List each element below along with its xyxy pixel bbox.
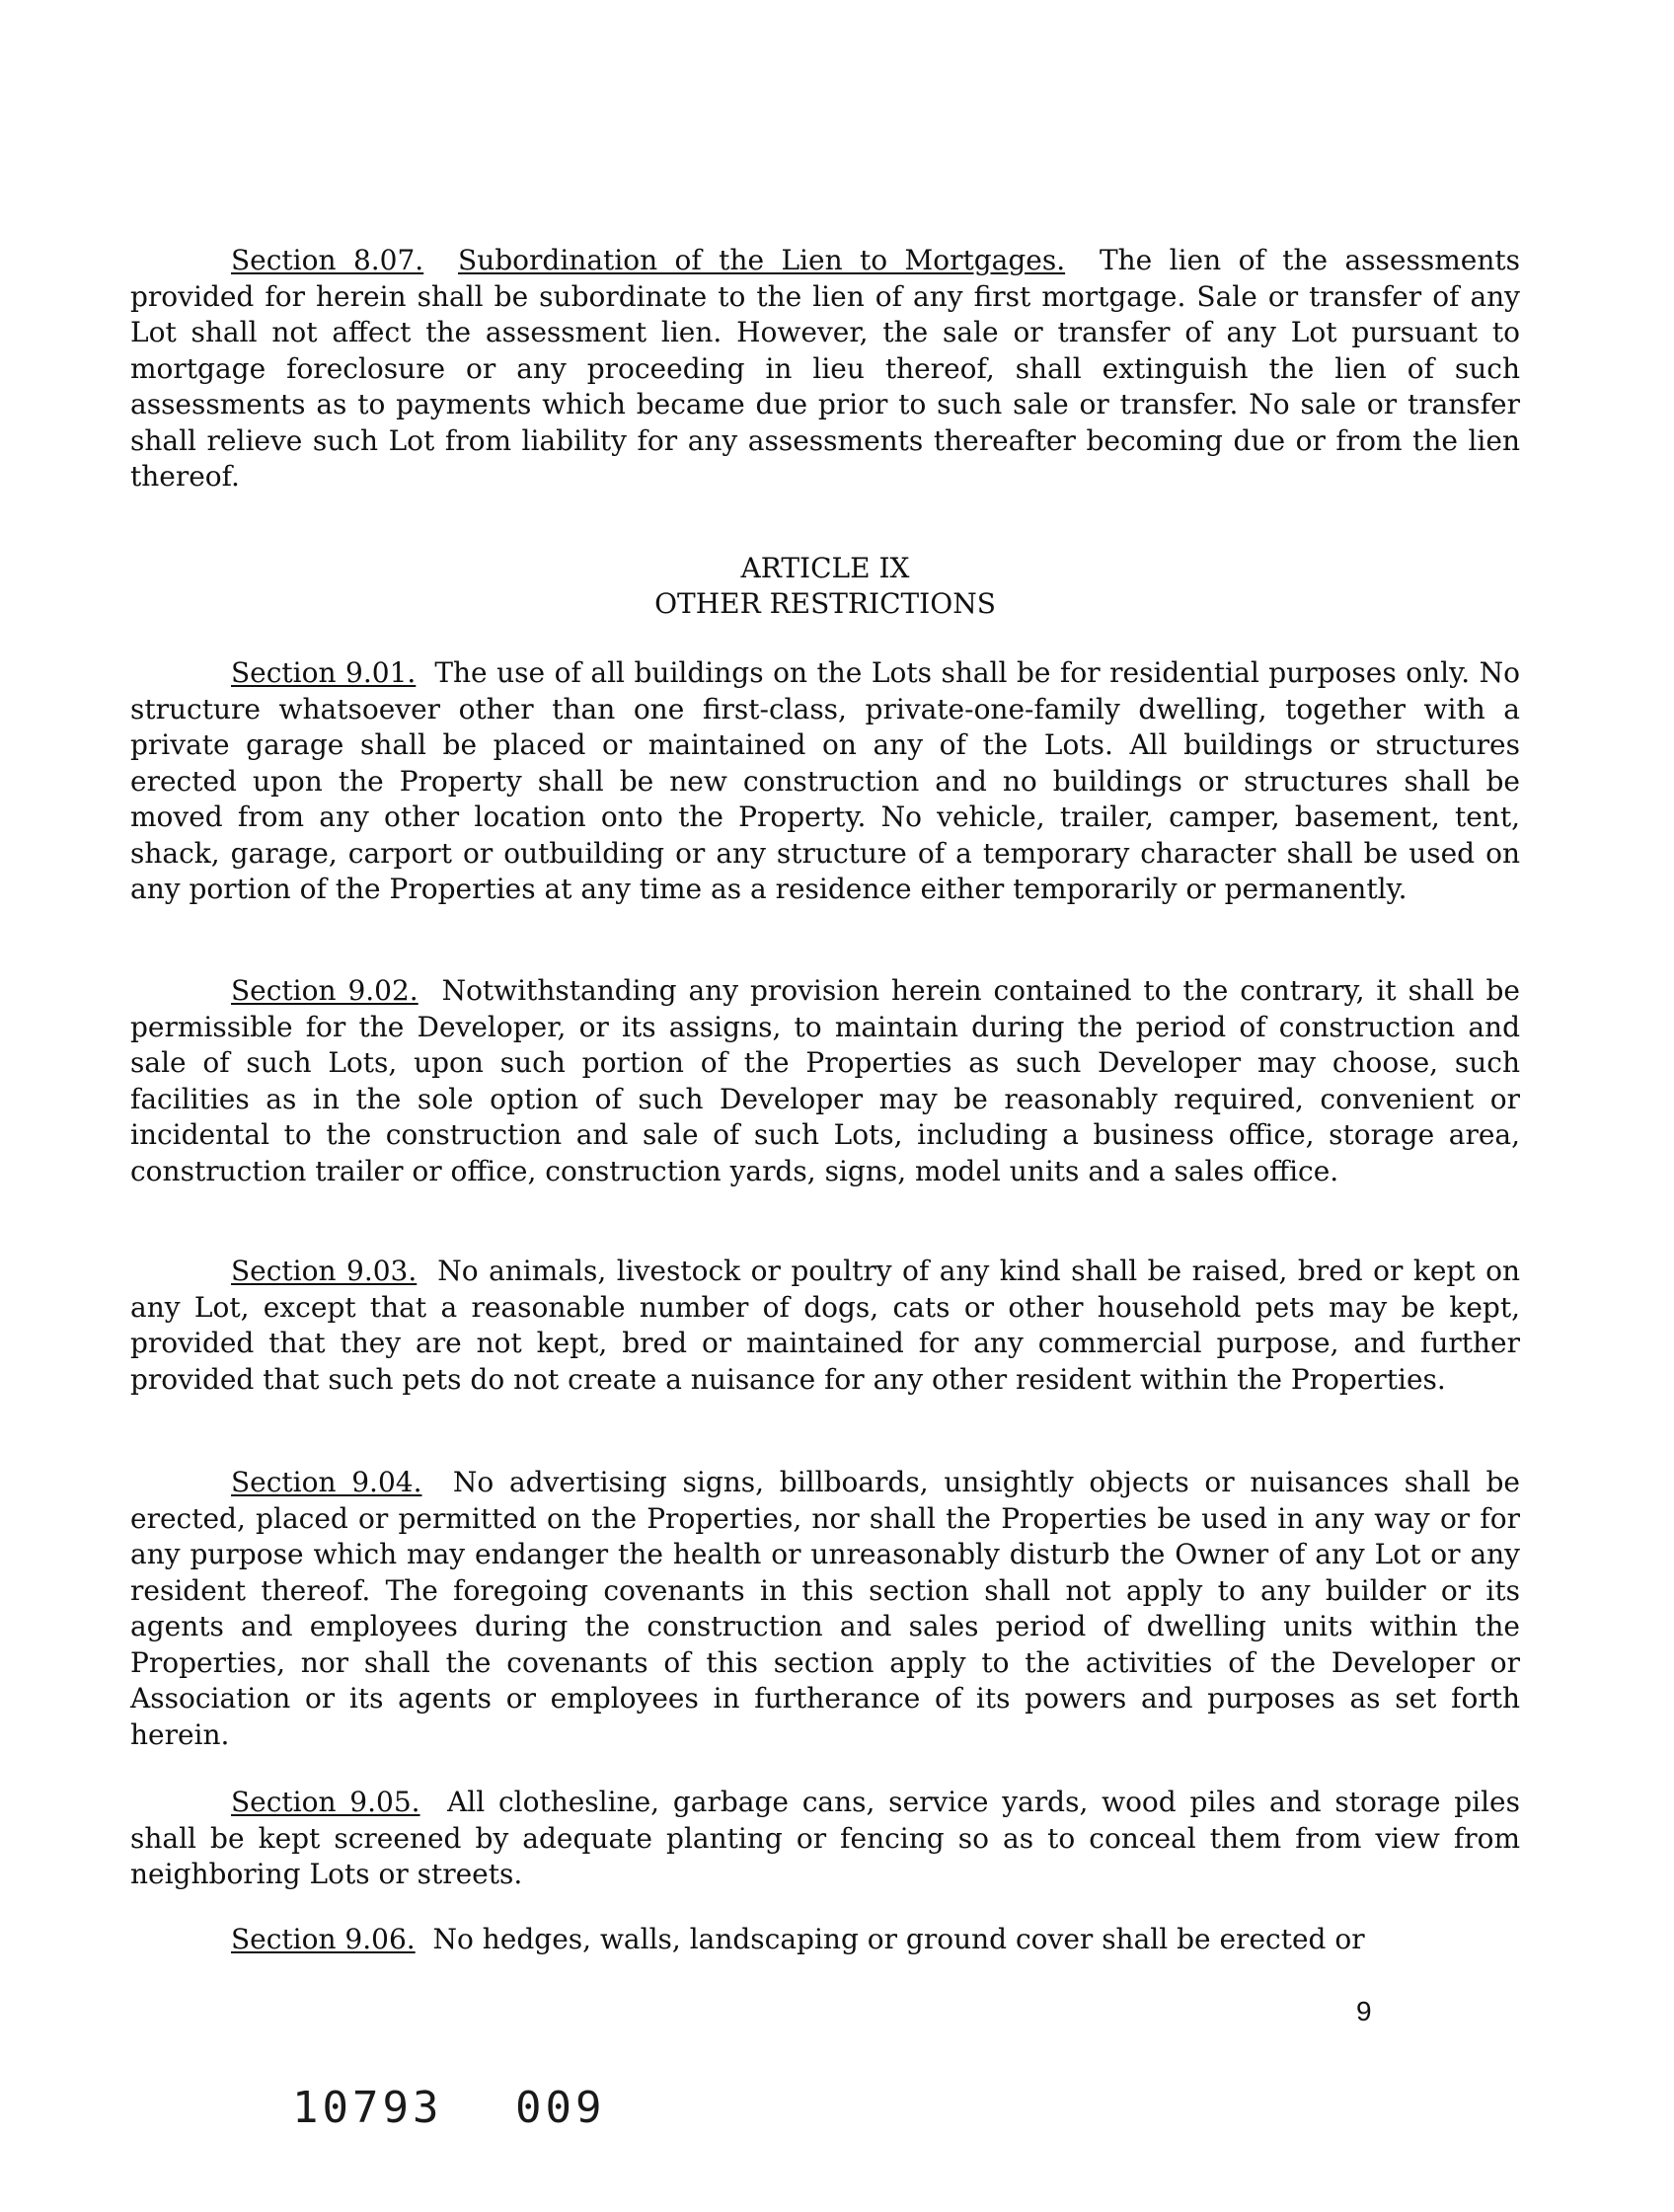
section-number: Section 9.06.: [231, 1923, 416, 1955]
section-number: Section 9.04.: [231, 1466, 422, 1498]
recording-page-stamp: 009: [515, 2083, 606, 2133]
section-text: Notwithstanding any provision herein contained to the contrary, it shall be permissible for the Developer, or its assigns, to maintain during the period of construction and sale of such Lots, upon such portion of the Properties as such Developer may choose, such facilities as in the sole option of such Developer may be reasonably required, convenient or incidental to the construction and sale of such Lots, including a business office, storage area, construction trailer or office, construction yards, signs, model units and a sales office.: [130, 974, 1520, 1187]
section-text: All clothesline, garbage cans, service yards, wood piles and storage piles shall be kept screened by adequate planting or fencing so as to conceal them from view from neighboring Lots or streets.: [130, 1786, 1520, 1890]
paragraph-section-9-05: [130, 1785, 1520, 1893]
section-text: No animals, livestock or poultry of any kind shall be raised, bred or kept on any Lot, except that a reasonable number of dogs, cats or other household pets may be kept, provided that they are not kept, bred or maintained for any commercial purpose, and further provided that such pets do not create a nuisance for any other resident within the Properties.: [130, 1255, 1520, 1396]
section-number: Section 9.02.: [231, 974, 418, 1007]
section-number: Section 9.05.: [231, 1786, 420, 1818]
section-number: Section 9.01.: [231, 656, 417, 689]
paragraph-section-9-02: [130, 973, 1520, 1189]
recording-book-stamp: 10793: [292, 2083, 443, 2133]
paragraph-section-9-06: [130, 1922, 1520, 1958]
section-title: Subordination of the Lien to Mortgages.: [458, 244, 1066, 276]
section-text: The lien of the assessments provided for herein shall be subordinate to the lien of any first mortgage. Sale or transfer of any Lot shall not affect the assessment lien. However, the sale or transfer of any Lot pursuant to mortgage foreclosure or any proceeding in lieu thereof, shall extinguish the lien of such assessments as to payments which became due prior to such sale or transfer. No sale or transfer shall relieve such Lot from liability for any assessments thereafter becoming due or from the lien thereof.: [130, 244, 1520, 493]
section-text: The use of all buildings on the Lots shall be for residential purposes only. No structure whatsoever other than one first-class, private-one-family dwelling, together with a private garage shall be placed or maintained on any of the Lots. All buildings or structures erected upon the Property shall be new construction and no buildings or structures shall be moved from any other location onto the Property. No vehicle, trailer, camper, basement, tent, shack, garage, carport or outbuilding or any structure of a temporary character shall be used on any portion of the Properties at any time as a residence either temporarily or permanently.: [130, 656, 1520, 905]
article-title: OTHER RESTRICTIONS: [654, 587, 996, 620]
section-text: No hedges, walls, landscaping or ground cover shall be erected or: [432, 1923, 1365, 1955]
paragraph-section-9-01: [130, 655, 1520, 908]
paragraph-section-9-04: [130, 1465, 1520, 1753]
section-text: No advertising signs, billboards, unsightly objects or nuisances shall be erected, placed or permitted on the Properties, nor shall the Properties be used in any way or for any purpose which may endanger the health or unreasonably disturb the Owner of any Lot or any resident thereof. The foregoing covenants in this section shall not apply to any builder or its agents and employees during the construction and sales period of dwelling units within the Properties, nor shall the covenants of this section apply to the activities of the Developer or Association or its agents or employees in furtherance of its powers and purposes as set forth herein.: [130, 1466, 1520, 1751]
section-number: Section 9.03.: [231, 1255, 418, 1287]
paragraph-section-8-07: [130, 243, 1520, 496]
article-number: ARTICLE IX: [740, 552, 910, 584]
page-number: 9: [1356, 1996, 1372, 2026]
paragraph-section-9-03: [130, 1254, 1520, 1398]
section-number: Section 8.07.: [231, 244, 424, 276]
